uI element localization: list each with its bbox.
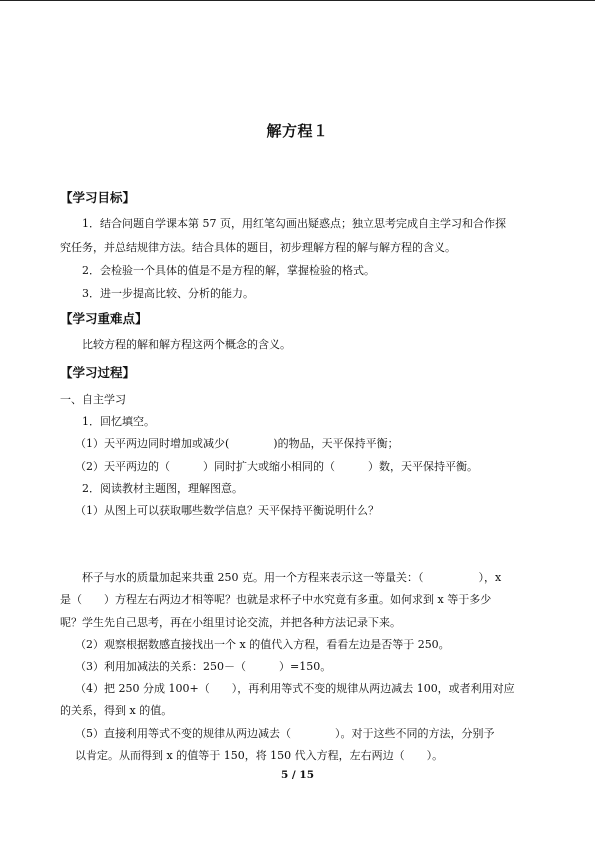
question-2-5-line-2: 以肯定。从而得到 x 的值等于 150，将 150 代入方程，左右两边（ ）。 <box>75 749 444 762</box>
key-points-text: 比较方程的解和解方程这两个概念的含义。 <box>82 338 291 351</box>
question-1-1: （1）天平两边同时增加或减少( )的物品，天平保持平衡； <box>75 437 399 450</box>
page-title: 解方程１ <box>266 122 329 140</box>
question-2: 2．阅读教材主题图，理解图意。 <box>82 482 243 495</box>
question-2-2: （2）观察根据数感直接找出一个 x 的值代入方程，看看左边是否等于 250。 <box>75 638 450 651</box>
question-2-4-line-1: （4）把 250 分成 100+（ ），再利用等式不变的规律从两边减去 100，或者利用对应 <box>75 682 515 695</box>
question-2-4-line-2: 的关系，得到 x 的值。 <box>60 704 173 717</box>
question-2-3: （3）利用加减法的关系：250－（ ）=150。 <box>75 660 332 673</box>
paragraph-line-3: 呢？学生先自己思考，再在小组里讨论交流，并把各种方法记录下来。 <box>60 616 401 629</box>
question-2-5-line-1: （5）直接利用等式不变的规律从两边减去（ ）。对于这些不同的方法，分别予 <box>75 727 495 740</box>
paragraph-line-2: 是（ ）方程左右两边才相等呢？也就是求杯子中水究竟有多重。如何求到 x 等于多少 <box>60 593 492 606</box>
top-rule <box>0 0 595 1</box>
paragraph-line-1: 杯子与水的质量加起来共重 250 克。用一个方程来表示这一等量关：（ ），x <box>82 571 502 584</box>
question-2-1: （1）从图上可以获取哪些数学信息？天平保持平衡说明什么？ <box>75 504 379 517</box>
question-1: 1．回忆填空。 <box>82 415 155 428</box>
objective-3: 3．进一步提高比较、分析的能力。 <box>82 287 254 300</box>
objective-1-line-1: 1．结合问题自学课本第 57 页，用红笔勾画出疑惑点；独立思考完成自主学习和合作探 <box>82 217 506 230</box>
objective-1-line-2: 究任务，并总结规律方法。结合具体的题目，初步理解方程的解与解方程的含义。 <box>60 241 456 254</box>
objective-2: 2．会检验一个具体的值是不是方程的解，掌握检验的格式。 <box>82 264 375 277</box>
question-1-2: （2）天平两边的（ ）同时扩大或缩小相同的（ ）数，天平保持平衡。 <box>75 460 478 473</box>
section-self-study: 一、自主学习 <box>60 393 126 406</box>
heading-process: 【学习过程】 <box>60 365 136 380</box>
heading-key-points: 【学习重难点】 <box>60 311 148 326</box>
page-number: 5 / 15 <box>280 769 315 781</box>
heading-objectives: 【学习目标】 <box>60 190 136 205</box>
